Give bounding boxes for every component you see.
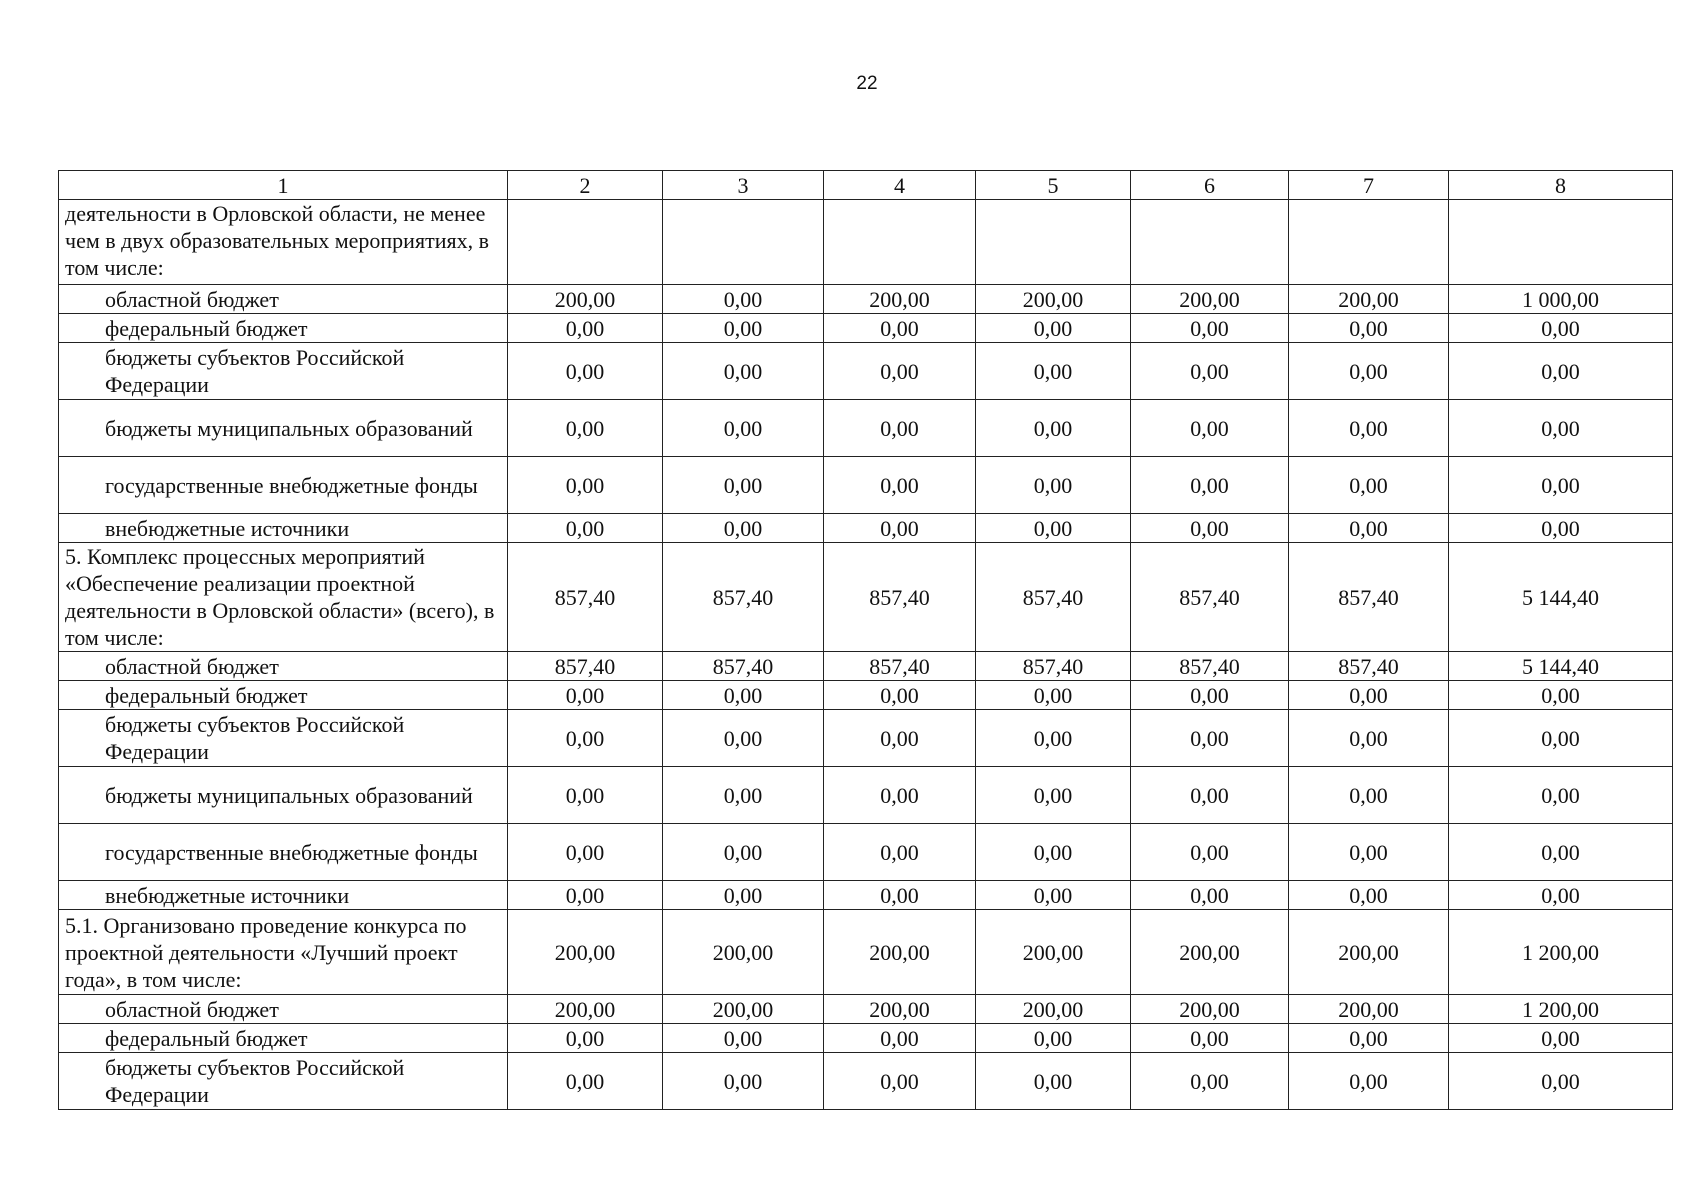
value-cell: 0,00: [976, 514, 1131, 543]
value-cell: 0,00: [663, 681, 824, 710]
value-cell: 0,00: [663, 514, 824, 543]
value-cell: 0,00: [1449, 457, 1673, 514]
header-cell: 2: [508, 171, 663, 200]
table-row: [59, 457, 1673, 514]
value-cell: 0,00: [508, 881, 663, 910]
value-cell: 857,40: [663, 652, 824, 681]
value-cell: 857,40: [1131, 652, 1289, 681]
value-cell: 0,00: [1289, 824, 1449, 881]
value-cell: 5 144,40: [1449, 652, 1673, 681]
value-cell: 0,00: [824, 1053, 976, 1110]
value-cell: 0,00: [1131, 314, 1289, 343]
value-cell: 857,40: [824, 543, 976, 652]
table-row: [59, 824, 1673, 881]
value-cell: 0,00: [1289, 314, 1449, 343]
table-row: [59, 710, 1673, 767]
value-cell: 0,00: [976, 314, 1131, 343]
value-cell: 200,00: [1131, 995, 1289, 1024]
header-cell: 6: [1131, 171, 1289, 200]
value-cell: 857,40: [1289, 543, 1449, 652]
table-row: [59, 1024, 1673, 1053]
row-label: бюджеты муниципальных образований: [59, 767, 508, 824]
header-cell: 8: [1449, 171, 1673, 200]
value-cell: [976, 200, 1131, 285]
value-cell: 0,00: [1449, 767, 1673, 824]
row-label: 5.1. Организовано проведение конкурса по проектной деятельности «Лучший проект года», в том числе:: [59, 910, 508, 995]
table-header-row: [59, 171, 1673, 200]
value-cell: 0,00: [1449, 881, 1673, 910]
value-cell: 200,00: [1289, 995, 1449, 1024]
value-cell: 0,00: [976, 400, 1131, 457]
value-cell: 200,00: [663, 995, 824, 1024]
value-cell: 0,00: [824, 457, 976, 514]
row-label: внебюджетные источники: [59, 514, 508, 543]
value-cell: 200,00: [508, 285, 663, 314]
value-cell: 0,00: [824, 514, 976, 543]
value-cell: 0,00: [663, 824, 824, 881]
value-cell: 5 144,40: [1449, 543, 1673, 652]
value-cell: 0,00: [1449, 514, 1673, 543]
value-cell: 0,00: [1131, 343, 1289, 400]
table-row: [59, 681, 1673, 710]
value-cell: 0,00: [976, 710, 1131, 767]
value-cell: 200,00: [1289, 910, 1449, 995]
value-cell: 0,00: [508, 343, 663, 400]
value-cell: 0,00: [1131, 681, 1289, 710]
row-label: областной бюджет: [59, 995, 508, 1024]
value-cell: 200,00: [1289, 285, 1449, 314]
header-cell: 3: [663, 171, 824, 200]
row-label: деятельности в Орловской области, не менее чем в двух образовательных мероприятиях, в том числе:: [59, 200, 508, 285]
table-row: [59, 285, 1673, 314]
value-cell: [1449, 200, 1673, 285]
value-cell: [1289, 200, 1449, 285]
value-cell: 0,00: [976, 457, 1131, 514]
value-cell: 0,00: [1289, 457, 1449, 514]
value-cell: 200,00: [508, 910, 663, 995]
value-cell: 0,00: [1131, 1053, 1289, 1110]
table-row: [59, 200, 1673, 285]
value-cell: 0,00: [1289, 767, 1449, 824]
value-cell: 857,40: [508, 543, 663, 652]
value-cell: [1131, 200, 1289, 285]
page-number: 22: [856, 73, 878, 94]
table-row: [59, 767, 1673, 824]
value-cell: 200,00: [976, 995, 1131, 1024]
value-cell: [824, 200, 976, 285]
value-cell: 0,00: [1131, 400, 1289, 457]
value-cell: 0,00: [1289, 400, 1449, 457]
value-cell: 0,00: [1449, 1053, 1673, 1110]
table-row: [59, 881, 1673, 910]
value-cell: 0,00: [663, 457, 824, 514]
value-cell: 0,00: [1289, 343, 1449, 400]
value-cell: 0,00: [976, 767, 1131, 824]
value-cell: 0,00: [1289, 1024, 1449, 1053]
header-cell: 1: [59, 171, 508, 200]
row-label: 5. Комплекс процессных мероприятий «Обеспечение реализации проектной деятельности в Орловской области» (всего), в том числе:: [59, 543, 508, 652]
header-cell: 5: [976, 171, 1131, 200]
value-cell: 0,00: [663, 881, 824, 910]
value-cell: 0,00: [824, 767, 976, 824]
value-cell: 0,00: [1131, 457, 1289, 514]
value-cell: 0,00: [1449, 314, 1673, 343]
value-cell: 200,00: [663, 910, 824, 995]
table-row: [59, 514, 1673, 543]
value-cell: 0,00: [1449, 824, 1673, 881]
row-label: государственные внебюджетные фонды: [59, 824, 508, 881]
value-cell: 200,00: [976, 910, 1131, 995]
table-row: [59, 543, 1673, 652]
row-label: областной бюджет: [59, 285, 508, 314]
table-row: [59, 343, 1673, 400]
table-row: [59, 910, 1673, 995]
value-cell: 1 000,00: [1449, 285, 1673, 314]
value-cell: [663, 200, 824, 285]
value-cell: 0,00: [508, 314, 663, 343]
value-cell: 0,00: [1289, 514, 1449, 543]
value-cell: 200,00: [508, 995, 663, 1024]
table-row: [59, 995, 1673, 1024]
row-label: бюджеты субъектов Российской Федерации: [59, 710, 508, 767]
value-cell: 0,00: [976, 681, 1131, 710]
value-cell: 0,00: [663, 767, 824, 824]
value-cell: 0,00: [508, 767, 663, 824]
value-cell: 0,00: [663, 343, 824, 400]
value-cell: 1 200,00: [1449, 910, 1673, 995]
value-cell: 0,00: [508, 1024, 663, 1053]
value-cell: 0,00: [1449, 400, 1673, 457]
row-label: областной бюджет: [59, 652, 508, 681]
value-cell: 0,00: [508, 400, 663, 457]
row-label: бюджеты субъектов Российской Федерации: [59, 343, 508, 400]
row-label: бюджеты муниципальных образований: [59, 400, 508, 457]
value-cell: 0,00: [824, 400, 976, 457]
value-cell: 0,00: [824, 314, 976, 343]
value-cell: 0,00: [1449, 343, 1673, 400]
row-label: федеральный бюджет: [59, 1024, 508, 1053]
value-cell: [508, 200, 663, 285]
table-row: [59, 400, 1673, 457]
value-cell: 857,40: [1131, 543, 1289, 652]
value-cell: 0,00: [1289, 1053, 1449, 1110]
value-cell: 0,00: [508, 681, 663, 710]
value-cell: 857,40: [1289, 652, 1449, 681]
table-row: [59, 314, 1673, 343]
table-row: [59, 1053, 1673, 1110]
value-cell: 0,00: [508, 824, 663, 881]
row-label: внебюджетные источники: [59, 881, 508, 910]
value-cell: 0,00: [1289, 681, 1449, 710]
value-cell: 0,00: [976, 343, 1131, 400]
value-cell: 200,00: [824, 285, 976, 314]
value-cell: 0,00: [976, 1024, 1131, 1053]
value-cell: 200,00: [976, 285, 1131, 314]
value-cell: 0,00: [976, 1053, 1131, 1110]
value-cell: 0,00: [824, 824, 976, 881]
value-cell: 0,00: [1131, 881, 1289, 910]
value-cell: 0,00: [976, 881, 1131, 910]
value-cell: 0,00: [663, 1053, 824, 1110]
value-cell: 200,00: [824, 910, 976, 995]
value-cell: 0,00: [1449, 681, 1673, 710]
value-cell: 0,00: [663, 400, 824, 457]
value-cell: 857,40: [508, 652, 663, 681]
value-cell: 0,00: [824, 343, 976, 400]
table-row: [59, 652, 1673, 681]
budget-table: [58, 170, 1673, 1110]
value-cell: 0,00: [1289, 881, 1449, 910]
value-cell: 0,00: [976, 824, 1131, 881]
value-cell: 0,00: [1289, 710, 1449, 767]
value-cell: 200,00: [1131, 910, 1289, 995]
value-cell: 0,00: [824, 881, 976, 910]
value-cell: 0,00: [1131, 710, 1289, 767]
value-cell: 0,00: [1449, 710, 1673, 767]
value-cell: 0,00: [508, 710, 663, 767]
value-cell: 0,00: [1131, 514, 1289, 543]
value-cell: 0,00: [663, 1024, 824, 1053]
value-cell: 200,00: [824, 995, 976, 1024]
value-cell: 857,40: [976, 543, 1131, 652]
value-cell: 857,40: [976, 652, 1131, 681]
value-cell: 1 200,00: [1449, 995, 1673, 1024]
value-cell: 0,00: [824, 1024, 976, 1053]
value-cell: 0,00: [824, 710, 976, 767]
value-cell: 0,00: [508, 457, 663, 514]
value-cell: 0,00: [508, 514, 663, 543]
value-cell: 0,00: [663, 314, 824, 343]
value-cell: 200,00: [1131, 285, 1289, 314]
value-cell: 0,00: [663, 285, 824, 314]
value-cell: 0,00: [1131, 767, 1289, 824]
value-cell: 0,00: [508, 1053, 663, 1110]
row-label: бюджеты субъектов Российской Федерации: [59, 1053, 508, 1110]
row-label: федеральный бюджет: [59, 314, 508, 343]
header-cell: 4: [824, 171, 976, 200]
value-cell: 0,00: [824, 681, 976, 710]
value-cell: 0,00: [663, 710, 824, 767]
value-cell: 857,40: [824, 652, 976, 681]
header-cell: 7: [1289, 171, 1449, 200]
value-cell: 0,00: [1131, 1024, 1289, 1053]
row-label: государственные внебюджетные фонды: [59, 457, 508, 514]
row-label: федеральный бюджет: [59, 681, 508, 710]
value-cell: 0,00: [1449, 1024, 1673, 1053]
value-cell: 0,00: [1131, 824, 1289, 881]
value-cell: 857,40: [663, 543, 824, 652]
